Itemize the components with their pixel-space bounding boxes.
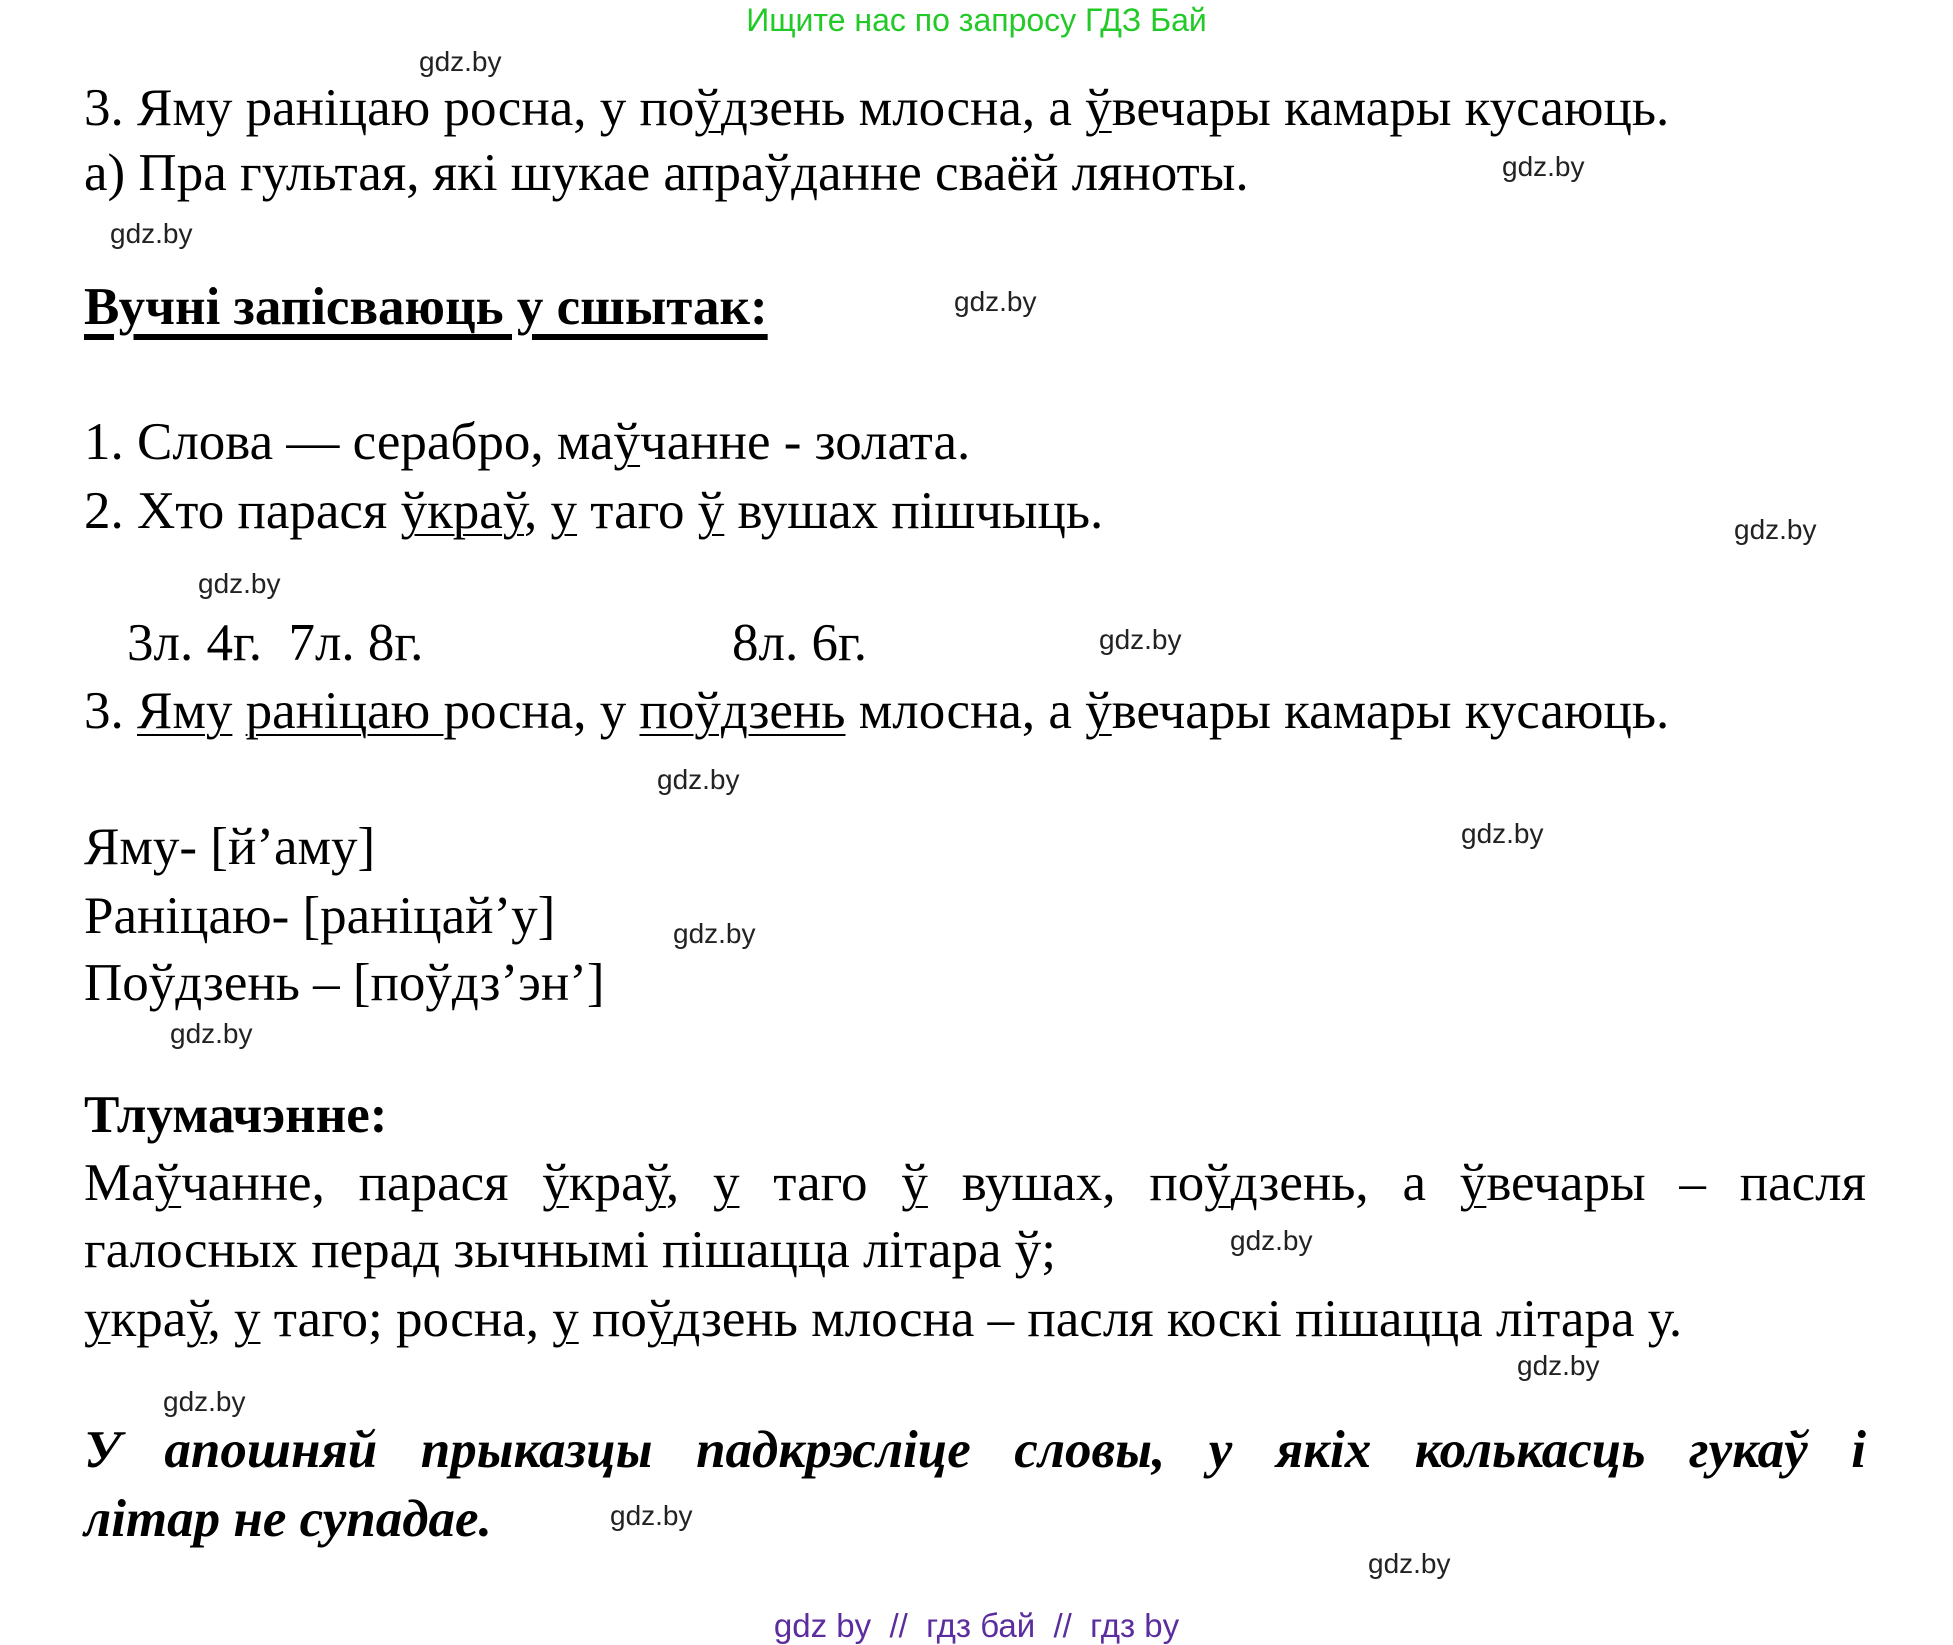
underlined-text: у bbox=[552, 1290, 579, 1348]
underlined-text: у bbox=[233, 1290, 261, 1348]
watermark: gdz.by bbox=[1099, 624, 1182, 655]
section-heading bbox=[84, 278, 768, 336]
watermark: gdz.by bbox=[198, 568, 281, 599]
text-segment: чанне, парася bbox=[181, 1154, 543, 1212]
text-segment: Яму- [й’аму] bbox=[84, 818, 376, 876]
watermark: gdz.by bbox=[163, 1386, 246, 1417]
text-segment: по bbox=[578, 1290, 647, 1348]
proverb-3-analysed bbox=[84, 682, 1670, 740]
text-segment bbox=[232, 682, 245, 740]
underlined-text: ў bbox=[154, 1154, 182, 1212]
watermark: gdz.by bbox=[1517, 1350, 1600, 1381]
underlined-text: ў bbox=[644, 1154, 666, 1212]
watermark: gdz.by bbox=[110, 218, 193, 249]
text-segment: Тлумачэнне: bbox=[84, 1086, 388, 1144]
explanation-line-2 bbox=[84, 1221, 1056, 1279]
task-line-1 bbox=[84, 1421, 1866, 1479]
underlined-text: поўдзень bbox=[639, 682, 846, 740]
text-segment: , bbox=[665, 1154, 713, 1212]
text-segment: 2. Хто парася bbox=[84, 482, 401, 540]
underlined-text: ў bbox=[697, 482, 725, 540]
text-segment: таго; росна, bbox=[260, 1290, 553, 1348]
text-segment: вечары камары кусаюць. bbox=[1111, 79, 1670, 137]
text-segment: дзень, а bbox=[1230, 1154, 1460, 1212]
underlined-text: у bbox=[712, 1154, 740, 1212]
watermark: gdz.by bbox=[657, 764, 740, 795]
letter-sound-counts-2 bbox=[732, 614, 867, 672]
text-segment: , bbox=[524, 482, 551, 540]
text-segment: вушах пішчыць. bbox=[724, 482, 1104, 540]
text-segment: , bbox=[207, 1290, 234, 1348]
watermark: gdz.by bbox=[673, 918, 756, 949]
text-segment: таго bbox=[739, 1154, 902, 1212]
watermark: gdz.by bbox=[1734, 514, 1817, 545]
explanation-line-1 bbox=[84, 1154, 1866, 1212]
underlined-text: ў bbox=[1085, 79, 1112, 137]
underlined-text: ў bbox=[186, 1290, 208, 1348]
answer-a-line bbox=[84, 144, 1249, 202]
text-segment: дзень млосна – пасля коскі пішацца літара у. bbox=[673, 1290, 1683, 1348]
text-segment: млосна, а bbox=[845, 682, 1086, 740]
watermark: gdz.by bbox=[419, 46, 502, 77]
text-segment: 1. Слова — серабро, ма bbox=[84, 413, 614, 471]
letter-sound-counts bbox=[127, 614, 424, 672]
text-segment: 3. bbox=[84, 682, 137, 740]
text-segment: чанне - золата. bbox=[640, 413, 971, 471]
transcription-3 bbox=[84, 954, 605, 1012]
text-segment: вушах, по bbox=[927, 1154, 1205, 1212]
underlined-text: у bbox=[84, 1290, 111, 1348]
text-segment: У апошняй прыказцы падкрэсліце словы, у якіх колькасць гукаў і bbox=[84, 1421, 1866, 1479]
text-segment: Поўдзень – [поўдз’эн’] bbox=[84, 954, 605, 1012]
text-segment: галосных перад зычнымі пішацца літара ў; bbox=[84, 1221, 1056, 1279]
text-segment: вечары – пасля bbox=[1486, 1154, 1866, 1212]
text-segment: вечары камары кусаюць. bbox=[1111, 682, 1670, 740]
underlined-text: Яму bbox=[137, 682, 233, 740]
text-segment: 8л. 6г. bbox=[732, 614, 867, 672]
text-segment: 3л. 4г. 7л. 8г. bbox=[127, 614, 424, 672]
watermark: gdz.by bbox=[1230, 1225, 1313, 1256]
underlined-text: ў bbox=[1204, 1154, 1231, 1212]
text-segment: 3. Яму раніцаю росна, у по bbox=[84, 79, 695, 137]
underlined-text: ў bbox=[1459, 1154, 1487, 1212]
text-segment: Ма bbox=[84, 1154, 155, 1212]
search-hint-header: Ищите нас по запросу ГДЗ Бай bbox=[746, 2, 1207, 38]
text-segment: літар не супадае. bbox=[84, 1490, 492, 1548]
underlined-text: ў bbox=[542, 1154, 569, 1212]
text-segment: а) Пра гультая, які шукае апраўданне сваёй ляноты. bbox=[84, 144, 1249, 202]
watermark: gdz.by bbox=[610, 1500, 693, 1531]
proverb-1-line bbox=[84, 413, 971, 471]
watermark: gdz.by bbox=[954, 286, 1037, 317]
watermark: gdz.by bbox=[170, 1018, 253, 1049]
underlined-text: раніцаю bbox=[245, 682, 444, 740]
site-footer-links: gdz by // гдз бай // гдз by bbox=[773, 1607, 1180, 1644]
watermark: gdz.by bbox=[1461, 818, 1544, 849]
underlined-text: ў bbox=[613, 413, 641, 471]
watermark: gdz.by bbox=[1502, 151, 1585, 182]
underlined-text: ў bbox=[694, 79, 721, 137]
watermark: gdz.by bbox=[1368, 1548, 1451, 1579]
transcription-2 bbox=[84, 887, 556, 945]
transcription-1 bbox=[84, 818, 376, 876]
task-line-2 bbox=[84, 1490, 492, 1548]
text-segment: росна, у bbox=[443, 682, 640, 740]
text-segment: Раніцаю- [раніцай’у] bbox=[84, 887, 556, 945]
text-segment: кра bbox=[568, 1154, 645, 1212]
proverb-2-line bbox=[84, 482, 1104, 540]
explanation-line-3 bbox=[84, 1290, 1683, 1348]
text-segment: дзень млосна, а bbox=[720, 79, 1086, 137]
underlined-text: ўкраў bbox=[400, 482, 525, 540]
underlined-text: у bbox=[550, 482, 578, 540]
explanation-title bbox=[84, 1086, 388, 1144]
text-segment: Вучні запісваюць у сшытак: bbox=[84, 278, 768, 336]
underlined-text: ў bbox=[1085, 682, 1112, 740]
underlined-text: ў bbox=[901, 1154, 928, 1212]
text-segment: таго bbox=[577, 482, 698, 540]
proverb-3-line bbox=[84, 79, 1670, 137]
underlined-text: ў bbox=[646, 1290, 674, 1348]
text-segment: кра bbox=[110, 1290, 187, 1348]
